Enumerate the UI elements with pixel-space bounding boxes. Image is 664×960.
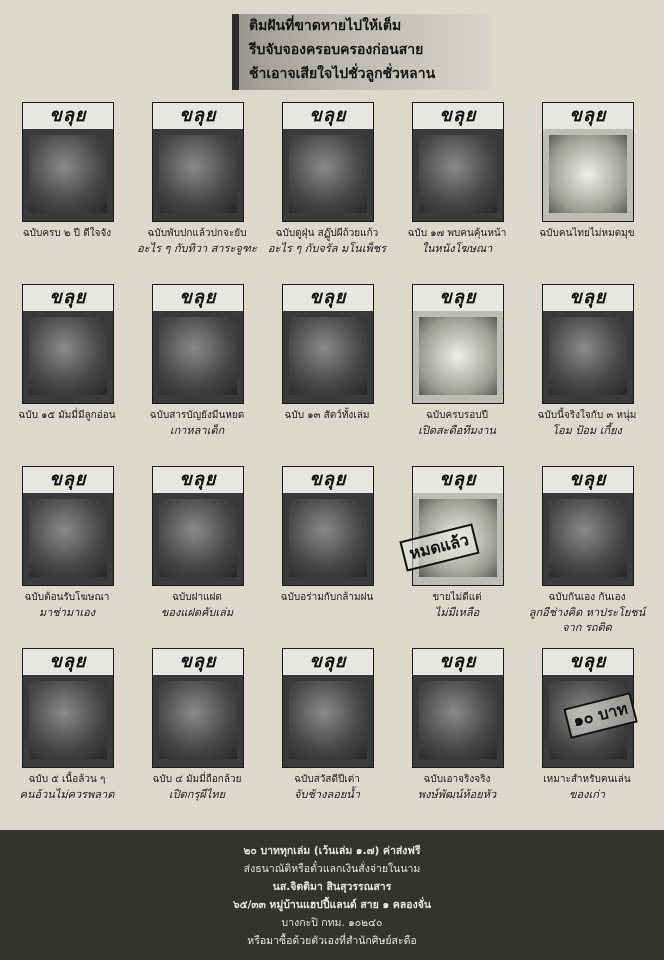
- cover-photo: [159, 499, 237, 577]
- cover-photo: [29, 681, 107, 759]
- cover-photo: [159, 135, 237, 213]
- caption-subtitle: เปิดสะดือทีมงาน: [418, 424, 496, 437]
- cover-masthead: ขลุย: [153, 649, 243, 675]
- order-info-footer: [0, 830, 664, 960]
- cover-masthead: ขลุย: [23, 285, 113, 311]
- cover-masthead: ขลุย: [283, 467, 373, 493]
- cover-masthead: ขลุย: [543, 649, 633, 675]
- magazine-cover: [22, 466, 114, 586]
- magazine-cover: [152, 102, 244, 222]
- cover-masthead: ขลุย: [283, 649, 373, 675]
- magazine-cover: [282, 284, 374, 404]
- cover-masthead: ขลุย: [23, 103, 113, 129]
- caption-subtitle: ลูกอีช่างคิด หาประโยชน์จาก รถติด: [528, 606, 646, 634]
- magazine-cover: [152, 648, 244, 768]
- caption-title: ฉบับ ๑๓ สัตว์ทั้งเล่ม: [284, 410, 370, 421]
- magazine-cover: [152, 466, 244, 586]
- cover-masthead: ขลุย: [413, 103, 503, 129]
- magazine-cover: [282, 648, 374, 768]
- cover-photo: [289, 317, 367, 395]
- caption-title: ฉบับอร่ามกับกล้ามฝน: [280, 592, 374, 603]
- cover-caption: [263, 590, 391, 605]
- caption-title: ฉบับกันเอง กันเอง: [548, 592, 626, 603]
- cover-masthead: ขลุย: [543, 467, 633, 493]
- caption-title: ฉบับ ๔ มัมมี่ถือกล้วย: [152, 774, 242, 785]
- caption-subtitle: พงษ์พัฒน์ห้อยหัว: [417, 788, 497, 801]
- cover-caption: [3, 226, 131, 241]
- sold-out-stamp: หมดแล้ว: [399, 523, 479, 571]
- magazine-cover: [412, 648, 504, 768]
- cover-photo: [29, 499, 107, 577]
- caption-title: ฉบับฝาแฝด: [172, 592, 222, 603]
- cover-photo: [289, 681, 367, 759]
- magazine-cover: [152, 284, 244, 404]
- caption-title: ฉบับคนไทยไม่หมดมุข: [539, 228, 635, 239]
- cover-masthead: ขลุย: [413, 467, 503, 493]
- caption-title: ฉบับ ๑๗ พบคนคุ้นหน้า: [407, 228, 507, 239]
- cover-caption: [133, 590, 261, 620]
- headline-line: ช้าเอาจเสียใจไปชั่วลูกชั่วหลาน: [249, 66, 436, 82]
- cover-caption: [523, 772, 651, 802]
- cover-caption: [133, 408, 261, 438]
- cover-masthead: ขลุย: [413, 285, 503, 311]
- caption-subtitle: อะไร ๆ กับจรัล มโนเพ็ชร: [267, 242, 387, 255]
- cover-photo: [419, 317, 497, 395]
- cover-masthead: ขลุย: [23, 467, 113, 493]
- cover-caption: [263, 408, 391, 423]
- headline-block: [232, 14, 489, 90]
- walk-in-line: หรือมาซื้อด้วยตัวเองที่สำนักศิษย์สะดือ: [247, 935, 417, 947]
- caption-title: ฉบับเอาจริงจริง: [423, 774, 491, 785]
- caption-subtitle: ของแฝดคับเล่ม: [160, 606, 234, 619]
- caption-title: ฉบับดูฝุ่น สฏู๊ปผีถ้วยแก้ว: [275, 228, 379, 239]
- payment-line: ส่งธนาณัติหรือตั๋วแลกเงินสั่งจ่ายในนาม: [243, 863, 421, 875]
- caption-subtitle: ในหนังโฆษณา: [421, 242, 493, 255]
- caption-subtitle: ของเก่า: [568, 788, 606, 801]
- cover-caption: [3, 590, 131, 620]
- caption-title: ฉบับพับปกแล้วปกจะยับ: [147, 228, 247, 239]
- magazine-cover: [542, 284, 634, 404]
- cover-photo: [419, 681, 497, 759]
- caption-subtitle: คนอ้วนไม่ควรพลาด: [19, 788, 115, 801]
- cover-caption: [393, 408, 521, 438]
- cover-caption: [523, 590, 651, 635]
- magazine-cover: [22, 284, 114, 404]
- magazine-cover: [22, 102, 114, 222]
- address-line-2: บางกะปิ กทม. ๑๐๒๔๐: [281, 917, 383, 929]
- cover-caption: [133, 226, 261, 256]
- caption-subtitle: จับช้างลอยน้ำ: [294, 788, 360, 801]
- cover-masthead: ขลุย: [283, 285, 373, 311]
- cover-photo: [159, 317, 237, 395]
- price-stamp: ๑๐ บาท: [563, 692, 638, 739]
- caption-title: ฉบับนี้จริงใจกับ ๓ หนุ่ม: [537, 410, 637, 421]
- magazine-cover: [542, 102, 634, 222]
- cover-photo: [29, 317, 107, 395]
- caption-subtitle: เปิดกรุผีไทย: [168, 788, 226, 801]
- magazine-cover: [412, 102, 504, 222]
- headline-line: ติมฝันที่ขาดหายไปให้เต็ม: [249, 18, 402, 34]
- cover-masthead: ขลุย: [153, 103, 243, 129]
- caption-title: ฉบับสวัสดีปีเต่า: [294, 774, 360, 785]
- cover-masthead: ขลุย: [153, 467, 243, 493]
- magazine-cover: [412, 284, 504, 404]
- caption-subtitle: อะไร ๆ กับทิวา สาระจูฑะ: [137, 242, 257, 255]
- cover-photo: [289, 135, 367, 213]
- caption-title: ฉบับสารบัญยังมีนหยด: [149, 410, 245, 421]
- cover-caption: [523, 408, 651, 438]
- caption-subtitle: โอม ป้อม เกี้ยง: [552, 424, 622, 437]
- cover-caption: [3, 772, 131, 802]
- payee-name: นส.จิตติมา สินสุวรรณสาร: [272, 881, 392, 893]
- caption-title: ฉบับครบรอบปี: [426, 410, 488, 421]
- caption-title: ขายไม่ดีแต่: [432, 592, 482, 603]
- cover-caption: [3, 408, 131, 423]
- cover-photo: [289, 499, 367, 577]
- magazine-cover: [282, 102, 374, 222]
- price-line: ๒๐ บาททุกเล่ม (เว้นเล่ม ๑.๗) ค่าส่งฟรี: [243, 845, 421, 857]
- magazine-cover: [282, 466, 374, 586]
- cover-masthead: ขลุย: [543, 103, 633, 129]
- caption-subtitle: เกาหลาเด็ก: [169, 424, 225, 437]
- headline-line: รีบจับจองครอบครองก่อนสาย: [249, 42, 424, 58]
- caption-subtitle: ไม่มีเหลือ: [434, 606, 480, 619]
- cover-caption: [263, 226, 391, 256]
- caption-title: ฉบับ ๕ เนื้อล้วน ๆ: [28, 774, 106, 785]
- cover-masthead: ขลุย: [413, 649, 503, 675]
- cover-caption: [393, 226, 521, 256]
- cover-photo: [419, 135, 497, 213]
- caption-subtitle: มาช่ามาเอง: [38, 606, 96, 619]
- cover-caption: [133, 772, 261, 802]
- cover-masthead: ขลุย: [543, 285, 633, 311]
- cover-masthead: ขลุย: [283, 103, 373, 129]
- cover-photo: [549, 317, 627, 395]
- cover-caption: [523, 226, 651, 241]
- caption-title: ฉบับ ๑๕ มัมมี่มีลูกอ่อน: [18, 410, 116, 421]
- cover-masthead: ขลุย: [153, 285, 243, 311]
- cover-caption: [263, 772, 391, 802]
- caption-title: เหมาะสำหรับคนเล่น: [543, 774, 631, 785]
- address-line: ๖๕/๓๓ หมู่บ้านแฮปปี้แลนด์ สาย ๑ คลองจั่น: [232, 899, 432, 911]
- cover-photo: [29, 135, 107, 213]
- caption-title: ฉบับต้อนรับโฆษณา: [24, 592, 110, 603]
- cover-caption: [393, 772, 521, 802]
- caption-title: ฉบับครบ ๒ ปี ดีใจจัง: [22, 228, 112, 239]
- magazine-cover: [542, 466, 634, 586]
- cover-photo: [549, 499, 627, 577]
- magazine-cover: [22, 648, 114, 768]
- cover-photo: [159, 681, 237, 759]
- cover-caption: [393, 590, 521, 620]
- cover-masthead: ขลุย: [23, 649, 113, 675]
- cover-photo: [549, 135, 627, 213]
